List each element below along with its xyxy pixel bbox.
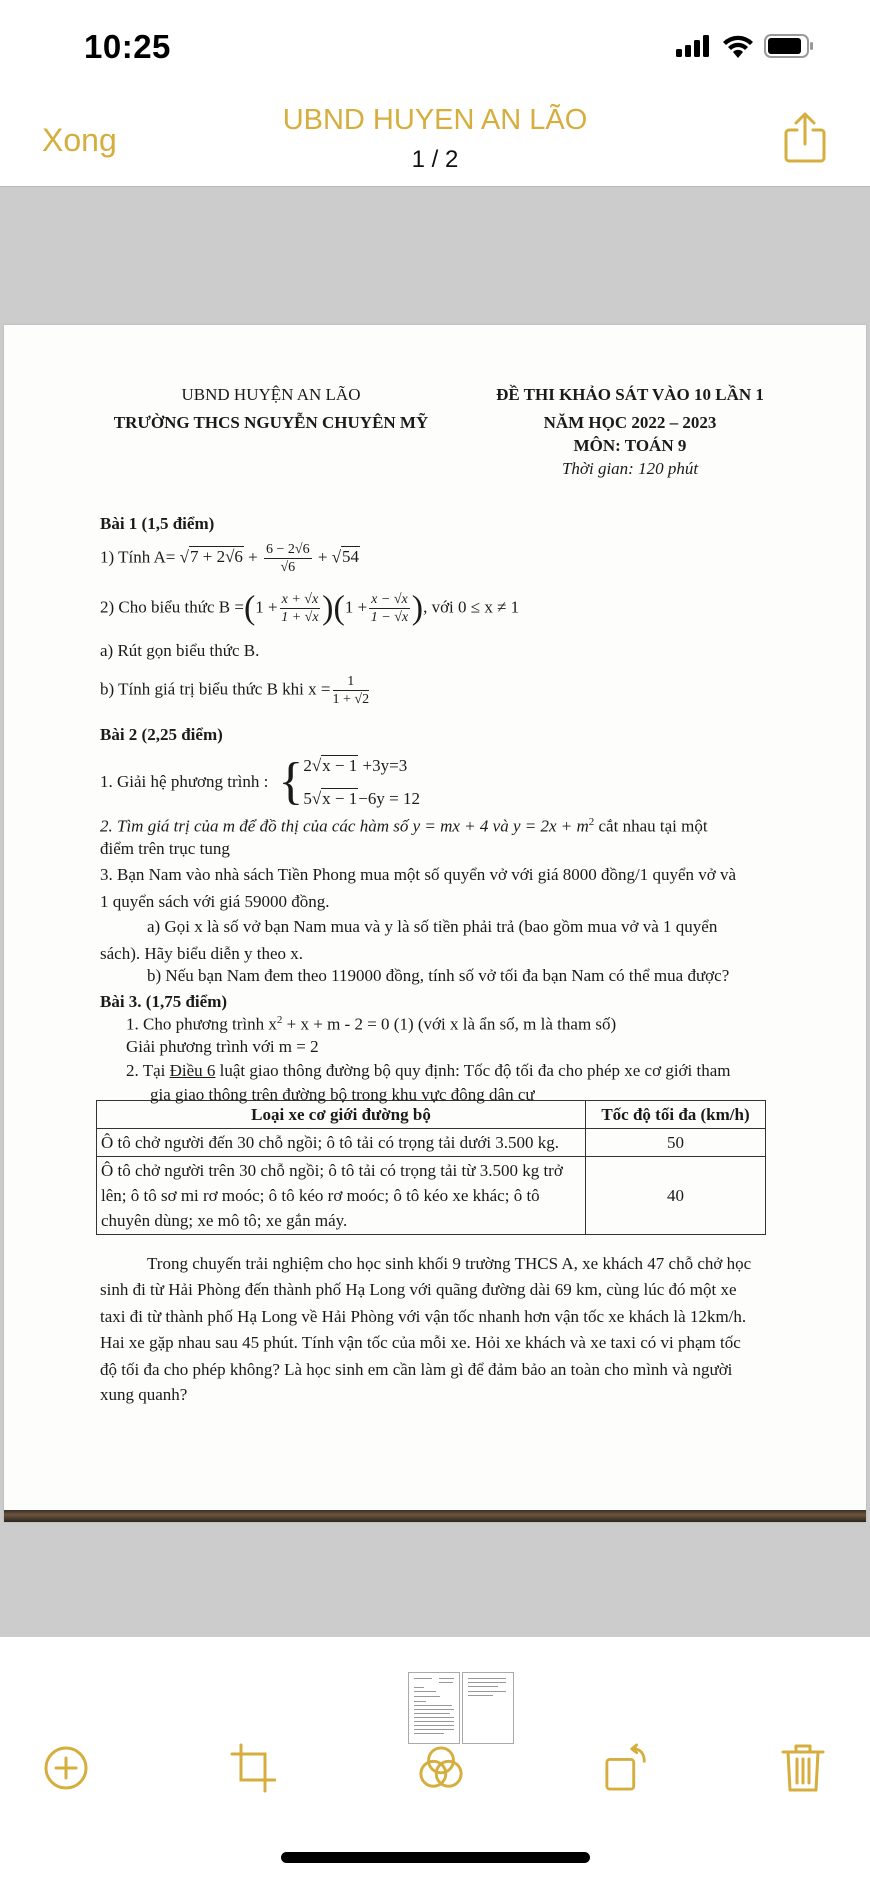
status-icons [676, 34, 814, 58]
table-row [97, 1129, 766, 1157]
bai2-q3-line2: 1 quyển sách với giá 59000 đồng. [100, 892, 330, 911]
bai1-a: a) Rút gọn biểu thức B. [100, 641, 260, 660]
exam-subject: MÔN: TOÁN 9 [573, 436, 687, 455]
bai2-q2-line2: điểm trên trục tung [100, 839, 230, 858]
bai3-q1-line2: Giải phương trình với m = 2 [126, 1037, 319, 1056]
share-button[interactable] [783, 112, 827, 169]
table-row [97, 1157, 766, 1235]
wifi-icon [722, 34, 754, 58]
bai3-q2-line2: gia giao thông trên đường bộ trong khu vực đông dân cư [150, 1085, 535, 1104]
crop-icon [230, 1743, 276, 1793]
exam-title: ĐỀ THI KHẢO SÁT VÀO 10 LẦN 1 [496, 385, 764, 404]
page-thumbnails [408, 1672, 514, 1744]
home-indicator[interactable] [281, 1852, 590, 1863]
thumbnail-page-1[interactable] [408, 1672, 460, 1744]
table-header: Loại xe cơ giới đường bộ [97, 1101, 586, 1129]
thumbnail-page-2[interactable] [462, 1672, 514, 1744]
paragraph-line: Trong chuyến trải nghiệm cho học sinh khối 9 trường THCS A, xe khách 47 chỗ chở học [147, 1254, 752, 1273]
bai2-q3-b: b) Nếu bạn Nam đem theo 119000 đồng, tính số vở tối đa bạn Nam có thể mua được? [147, 966, 730, 985]
page-indicator: 1 / 2 [411, 146, 459, 173]
rotate-button[interactable] [604, 1745, 650, 1791]
speed-limit-table [96, 1100, 766, 1235]
delete-button[interactable] [780, 1745, 826, 1791]
bai2-q3-a-line2: sách). Hãy biểu diễn y theo x. [100, 944, 303, 963]
bai1-b: b) Tính giá trị biểu thức B khi x = $\frac{1}{1 + √2}$ [100, 674, 370, 707]
bai3-title: Bài 3. (1,75 điểm) [100, 992, 228, 1011]
paragraph-line: sinh đi từ Hải Phòng đến thành phố Hạ Long với quãng đường dài 69 km, cùng lúc đó một xe [100, 1280, 737, 1299]
vehicle-type-cell: Ô tô chở người đến 30 chỗ ngồi; ô tô tải có trọng tải dưới 3.500 kg. [97, 1129, 586, 1157]
done-button[interactable]: Xong [42, 122, 117, 158]
bai3-q2: 2. Tại Điều 6 luật giao thông đường bộ quy định: Tốc độ tối đa cho phép xe cơ giới tham [126, 1061, 731, 1080]
crop-button[interactable] [230, 1745, 276, 1791]
bai3-q1: 1. Cho phương trình $x^2 + x + m - 2 = 0$ (1) (với x là ẩn số, m là tham số) [126, 1014, 617, 1034]
bai2-title: Bài 2 (2,25 điểm) [100, 725, 223, 744]
exam-year: NĂM HỌC 2022 – 2023 [543, 413, 717, 432]
trash-icon [781, 1742, 825, 1794]
paragraph-line: xung quanh? [100, 1385, 188, 1404]
battery-icon [764, 34, 814, 58]
paragraph-line: độ tối đa cho phép không? Là học sinh em cần làm gì để đảm bảo an toàn cho mình và người [100, 1360, 733, 1379]
exam-duration: Thời gian: 120 phút [561, 459, 699, 478]
sqrt-term: √7 + 2√6 [179, 547, 243, 567]
document-title: UBND HUYEN AN LÃO [282, 104, 588, 136]
speed-cell: 40 [586, 1157, 766, 1235]
document-viewer[interactable] [0, 187, 870, 1637]
nav-bar [0, 90, 870, 187]
bai2-q2-line1: 2. Tìm giá trị của m để đồ thị của các hàm số y = mx + 4 và $y = 2x + m^2$ cắt nhau tại một [100, 816, 708, 836]
share-icon [783, 112, 827, 164]
q1-label: 1) Tính A= [100, 547, 176, 567]
filter-icon [418, 1744, 464, 1792]
paragraph-line: Hai xe gặp nhau sau 45 phút. Tính vận tốc của mỗi xe. Hỏi xe khách và xe taxi có vi phạm tốc [100, 1333, 741, 1352]
bai1-title: Bài 1 (1,5 điểm) [100, 514, 215, 533]
bai1-q2: 2) Cho biểu thức B =(1 + $\frac{x + √x}{1 + √x}$ )(1 + $\frac{x - √x}{1 - √x}$ ), với 0 ≤ x ≠ 1 [100, 589, 520, 627]
rotate-icon [604, 1743, 650, 1793]
header-district: UBND HUYỆN AN LÃO [181, 385, 361, 404]
page-edge-shadow [4, 1510, 866, 1522]
fraction: $\frac{6 - 2√6}{√6}$ [266, 542, 310, 575]
bai2-q3-line1: 3. Bạn Nam vào nhà sách Tiền Phong mua một số quyển vở với giá 8000 đồng/1 quyển vở và [100, 865, 737, 884]
bai2-q3-a-line1: a) Gọi x là số vở bạn Nam mua và y là số tiền phải trả (bao gồm mua vở và 1 quyển [147, 917, 718, 936]
vehicle-type-cell: Ô tô chở người trên 30 chỗ ngồi; ô tô tải có trọng tải từ 3.500 kg trở lên; ô tô sơ mi rơ moóc; ô tô kéo rơ moóc; ô tô kéo xe khác; ô tô chuyên dùng; xe mô tô; xe gắn máy. [97, 1157, 586, 1235]
filter-button[interactable] [418, 1745, 464, 1791]
bai1-q1: 1) Tính A= √7 + 2√6 + $\frac{6 - 2√6}{√6}$ + √54 [100, 542, 360, 575]
paragraph-line: taxi đi từ thành phố Hạ Long về Hải Phòng với vận tốc nhanh hơn vận tốc xe khách là 12km/h. [100, 1307, 747, 1326]
add-page-button[interactable] [43, 1745, 89, 1791]
header-school: TRƯỜNG THCS NGUYỄN CHUYÊN MỸ [113, 413, 429, 432]
scanned-page [4, 325, 866, 1522]
bai2-q1: 1. Giải hệ phương trình : { 2√x − 1 +3y=3 5√x − 1−6y = 12 [100, 753, 420, 810]
status-time: 10:25 [84, 28, 171, 65]
speed-cell: 50 [586, 1129, 766, 1157]
table-header-row [97, 1101, 766, 1129]
add-page-icon [43, 1745, 89, 1791]
table-header: Tốc độ tối đa (km/h) [586, 1101, 766, 1129]
cellular-signal-icon [676, 35, 712, 57]
